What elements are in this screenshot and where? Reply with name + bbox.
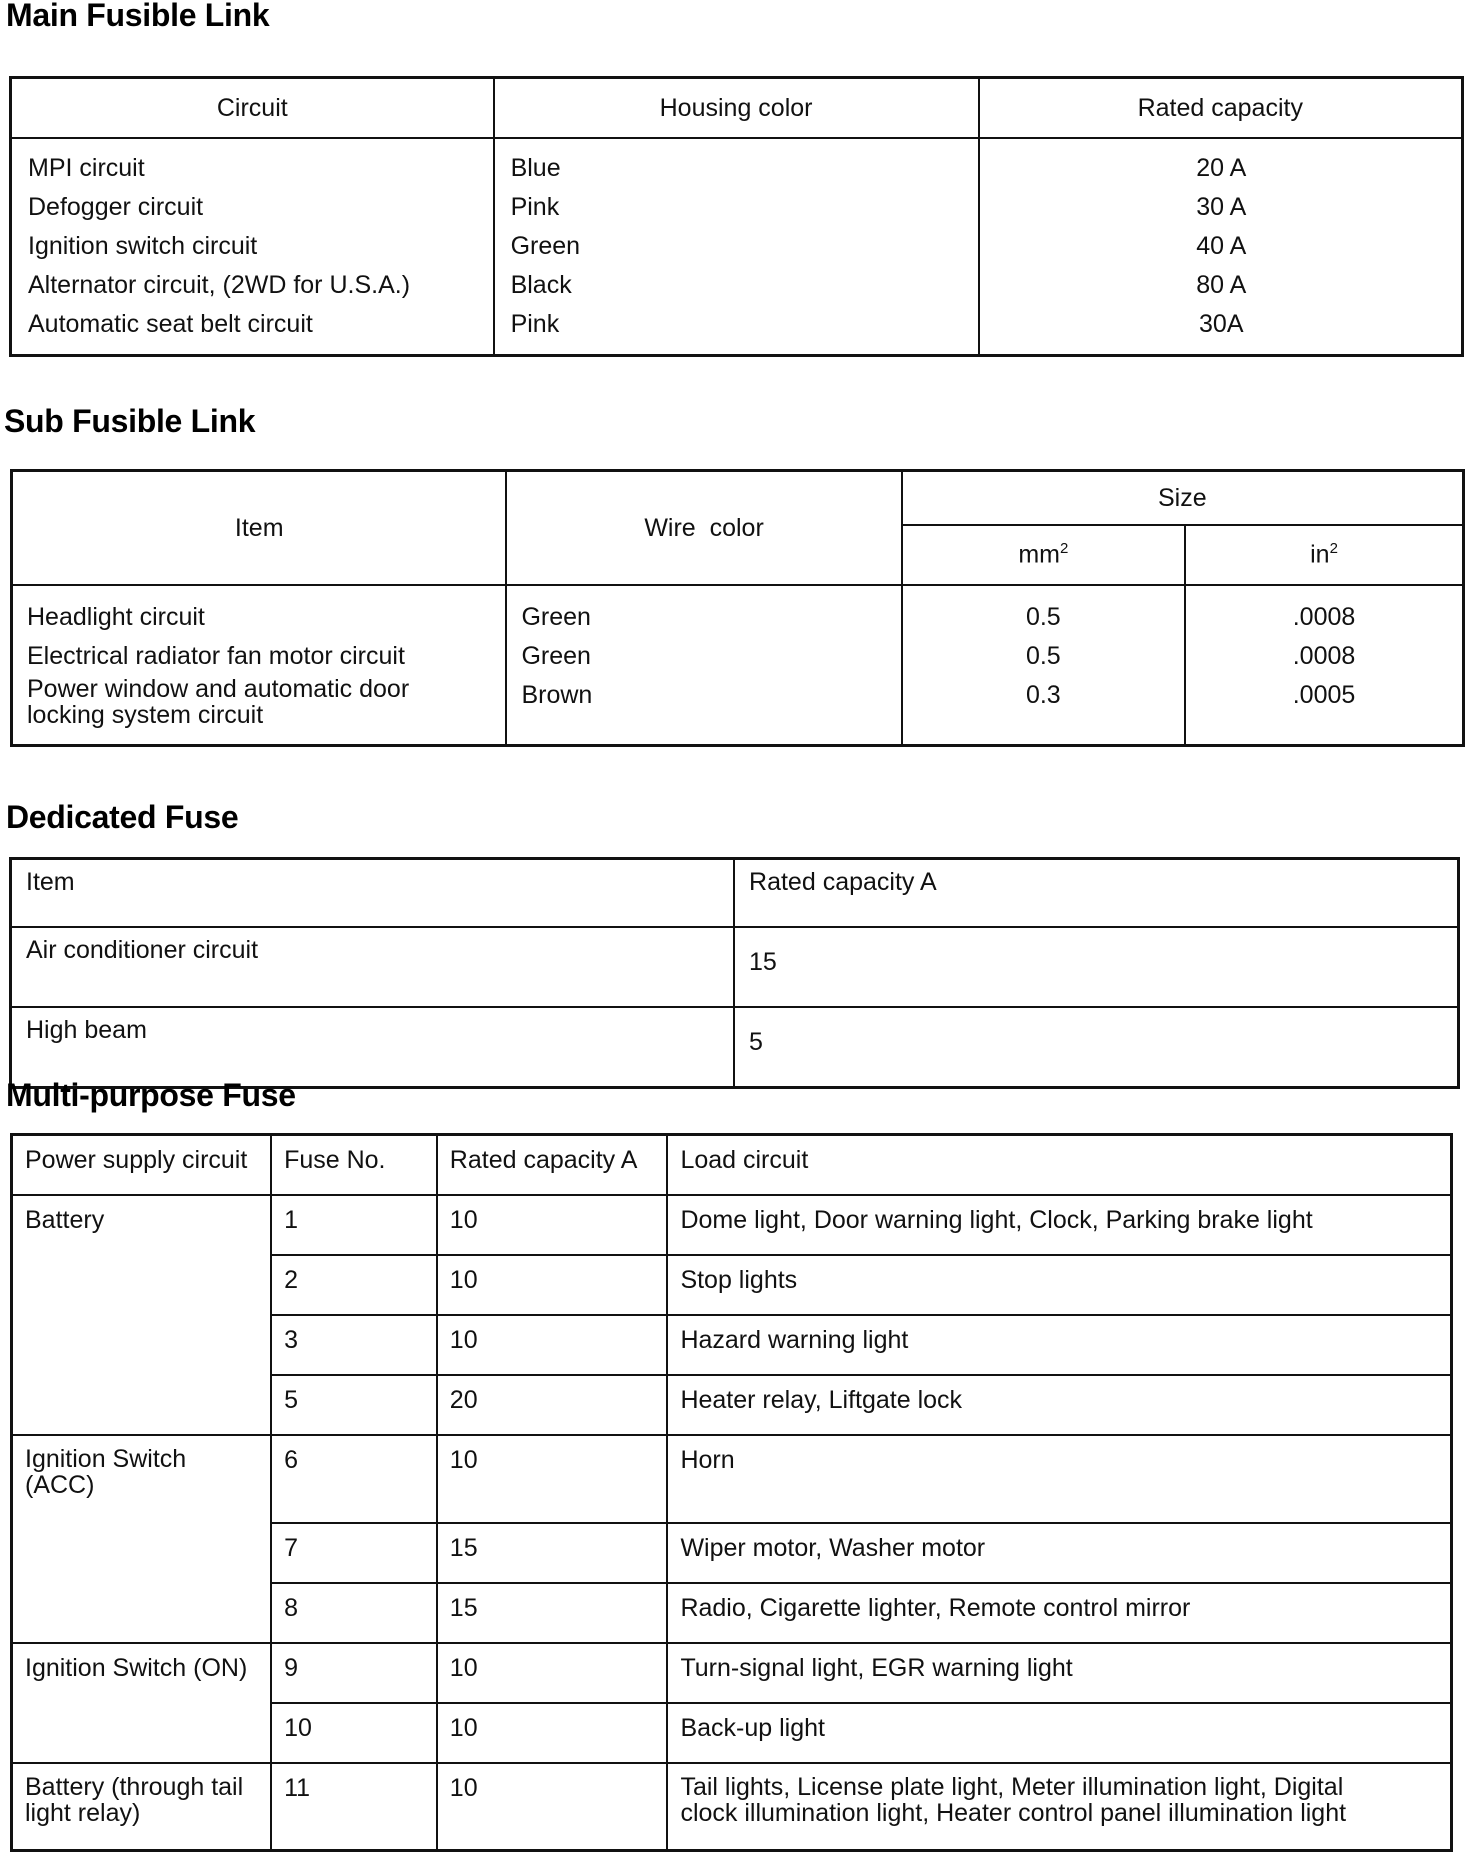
table-row (12, 1643, 1452, 1703)
table-header-row (12, 1135, 1452, 1195)
load-circuit-cell: Tail lights, License plate light, Meter illumination light, Digital clock illumination light, Heater control panel illumination light (667, 1763, 1451, 1851)
header-housing-color: Housing color (494, 78, 979, 139)
table-body-row (11, 138, 1463, 356)
fuse-no-cell: 2 (271, 1255, 437, 1315)
header-wire-color: Wire color (506, 471, 901, 586)
item-cell: High beam (11, 1007, 735, 1088)
item-cell: Air conditioner circuit (11, 927, 735, 1007)
capacity-cell: 10 (437, 1435, 668, 1523)
table-header-row (11, 78, 1463, 139)
circuit-cell: Automatic seat belt circuit (28, 310, 313, 338)
capacity-cell: 5 (734, 1007, 1458, 1088)
housing-color-list (494, 138, 979, 356)
item-list (12, 585, 507, 746)
fuse-no-cell: 10 (271, 1703, 437, 1763)
power-supply-cell: Battery (12, 1195, 272, 1435)
color-cell: Pink (510, 193, 560, 221)
color-cell: Green (521, 603, 591, 631)
header-load-circuit: Load circuit (667, 1135, 1451, 1195)
multi-purpose-fuse-heading: Multi-purpose Fuse (6, 1077, 296, 1113)
capacity-cell: 30 A (1196, 193, 1247, 221)
load-circuit-cell: Heater relay, Liftgate lock (667, 1375, 1451, 1435)
in2-cell: .0008 (1292, 603, 1356, 631)
multi-purpose-fuse-table (10, 1133, 1453, 1852)
capacity-cell: 40 A (1196, 232, 1247, 260)
mm2-cell: 0.5 (1025, 603, 1061, 631)
table-row (11, 1007, 1459, 1088)
load-circuit-cell: Stop lights (667, 1255, 1451, 1315)
circuit-cell: Alternator circuit, (2WD for U.S.A.) (28, 271, 411, 299)
capacity-cell: 20 A (1196, 154, 1247, 182)
sub-fusible-link-table (10, 469, 1465, 747)
fuse-no-cell: 1 (271, 1195, 437, 1255)
fuse-no-cell: 8 (271, 1583, 437, 1643)
capacity-cell: 15 (437, 1523, 668, 1583)
mm2-cell: 0.5 (1025, 642, 1061, 670)
capacity-cell: 15 (437, 1583, 668, 1643)
sub-fusible-link-heading: Sub Fusible Link (4, 403, 256, 439)
dedicated-fuse-heading: Dedicated Fuse (6, 799, 239, 835)
circuit-cell: MPI circuit (28, 154, 145, 182)
header-mm2: $mm^2$ (902, 525, 1185, 585)
header-in2: $in^2$ (1185, 525, 1463, 585)
header-rated-capacity: Rated capacity A (437, 1135, 668, 1195)
table-row (12, 1763, 1452, 1851)
fuse-no-cell: 7 (271, 1523, 437, 1583)
color-cell: Green (510, 232, 581, 260)
circuit-cell: Ignition switch circuit (28, 232, 258, 260)
fuse-no-cell: 6 (271, 1435, 437, 1523)
header-fuse-no: Fuse No. (271, 1135, 437, 1195)
main-fusible-link-table (9, 76, 1464, 357)
load-circuit-cell: Radio, Cigarette lighter, Remote control mirror (667, 1583, 1451, 1643)
capacity-cell: 30A (1199, 310, 1244, 338)
color-cell: Green (521, 642, 591, 670)
capacity-cell: 15 (734, 927, 1458, 1007)
capacity-cell: 20 (437, 1375, 668, 1435)
rated-capacity-list (979, 138, 1463, 356)
circuit-cell: Defogger circuit (28, 193, 204, 221)
capacity-cell: 10 (437, 1315, 668, 1375)
color-cell: Black (510, 271, 572, 299)
in2-cell: .0005 (1292, 681, 1356, 709)
mm2-cell: 0.3 (1025, 681, 1061, 709)
fuse-no-cell: 9 (271, 1643, 437, 1703)
header-item: Item (12, 471, 507, 586)
fuse-no-cell: 5 (271, 1375, 437, 1435)
table-row (12, 1195, 1452, 1255)
item-cell: Electrical radiator fan motor circuit (27, 642, 405, 670)
table-body-row (12, 585, 1464, 746)
header-power-supply-circuit: Power supply circuit (12, 1135, 272, 1195)
fuse-no-cell: 11 (271, 1763, 437, 1851)
wire-color-list (506, 585, 901, 746)
dedicated-fuse-table (9, 857, 1460, 1089)
header-rated-capacity: Rated capacity (979, 78, 1463, 139)
capacity-cell: 10 (437, 1643, 668, 1703)
color-cell: Blue (510, 154, 561, 182)
table-row (12, 1435, 1452, 1523)
load-circuit-cell: Hazard warning light (667, 1315, 1451, 1375)
load-circuit-cell: Turn-signal light, EGR warning light (667, 1643, 1451, 1703)
load-circuit-cell: Horn (667, 1435, 1451, 1523)
load-circuit-cell: Dome light, Door warning light, Clock, Parking brake light (667, 1195, 1451, 1255)
size-mm2-list (902, 585, 1185, 746)
power-supply-cell: Battery (through tail light relay) (12, 1763, 272, 1851)
header-rated-capacity: Rated capacity A (734, 859, 1458, 928)
capacity-cell: 10 (437, 1703, 668, 1763)
table-row (11, 927, 1459, 1007)
header-item: Item (11, 859, 735, 928)
color-cell: Brown (521, 681, 593, 709)
item-cell: Power window and automatic door locking system circuit (27, 675, 410, 729)
color-cell: Pink (510, 310, 560, 338)
table-header-row (12, 471, 1464, 526)
load-circuit-cell: Back-up light (667, 1703, 1451, 1763)
fuse-no-cell: 3 (271, 1315, 437, 1375)
capacity-cell: 10 (437, 1195, 668, 1255)
capacity-cell: 10 (437, 1763, 668, 1851)
power-supply-cell: Ignition Switch (ACC) (12, 1435, 272, 1643)
table-header-row (11, 859, 1459, 928)
circuit-list (11, 138, 494, 356)
capacity-cell: 80 A (1196, 271, 1247, 299)
in2-cell: .0008 (1292, 642, 1356, 670)
size-in2-list (1185, 585, 1463, 746)
capacity-cell: 10 (437, 1255, 668, 1315)
power-supply-cell: Ignition Switch (ON) (12, 1643, 272, 1763)
load-circuit-cell: Wiper motor, Washer motor (667, 1523, 1451, 1583)
item-cell: Headlight circuit (27, 603, 205, 631)
header-circuit: Circuit (11, 78, 494, 139)
header-size: Size (902, 471, 1464, 526)
main-fusible-link-heading: Main Fusible Link (6, 0, 270, 33)
